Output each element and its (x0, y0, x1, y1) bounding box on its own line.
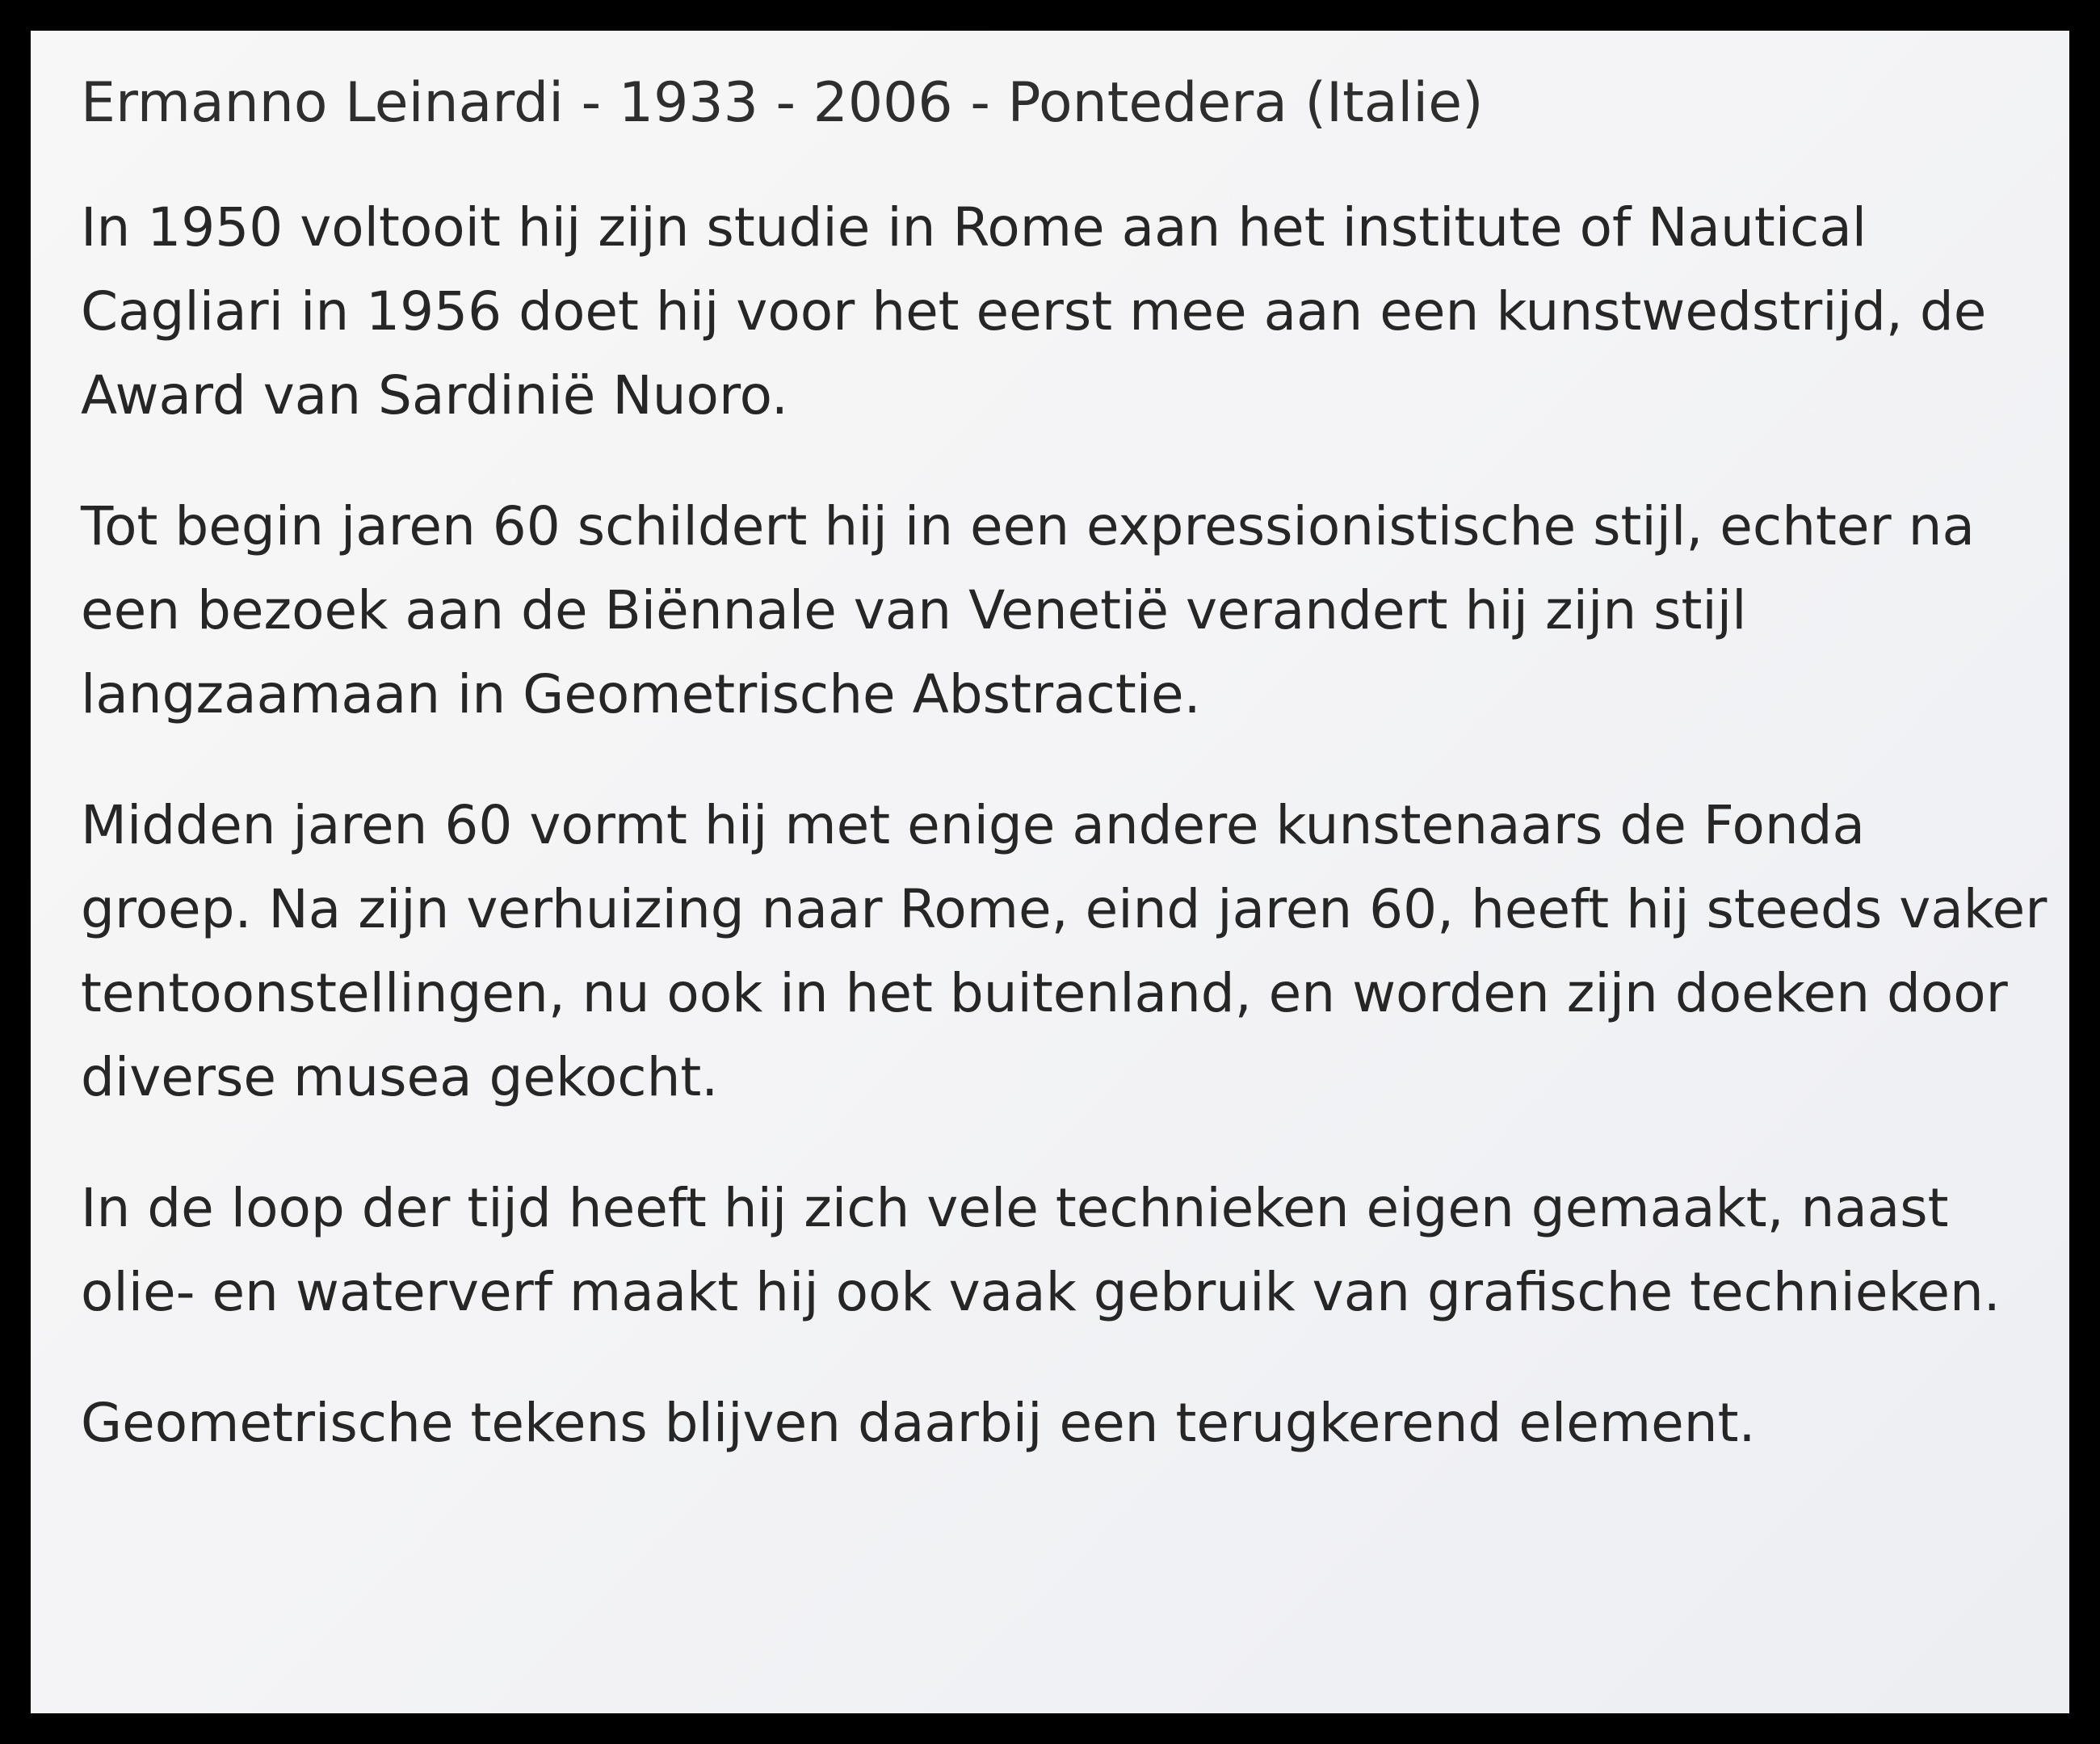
artist-heading: Ermanno Leinardi - 1933 - 2006 - Pontedera (Italie) (81, 71, 1484, 135)
paragraph-style: Tot begin jaren 60 schildert hij in een expressionistische stijl, echter na een bezoek aan de Biënnale van Venetië verandert hij zijn stijl langzaamaan in Geometrische Abstractie. (81, 495, 1975, 725)
paragraph-education: In 1950 voltooit hij zijn studie in Rome aan het institute of Nautical Cagliari in 1956 doet hij voor het eerst mee aan een kunstwedstrijd, de Award van Sardinië Nuoro. (81, 196, 1987, 427)
info-sheet (31, 31, 2069, 1713)
text-block (81, 63, 2052, 1465)
paragraph-techniques: In de loop der tijd heeft hij zich vele technieken eigen gemaakt, naast olie- en waterverf maakt hij ook vaak gebruik van grafische technieken. (81, 1177, 2001, 1323)
paragraph-geometric-signs: Geometrische tekens blijven daarbij een terugkerend element. (81, 1392, 1756, 1454)
paragraph-fonda-group: Midden jaren 60 vormt hij met enige andere kunstenaars de Fonda groep. Na zijn verhuizing naar Rome, eind jaren 60, heeft hij steeds vaker tentoonstellingen, nu ook in het buitenland, en worden zijn doeken door diverse musea gekocht. (81, 794, 2048, 1108)
